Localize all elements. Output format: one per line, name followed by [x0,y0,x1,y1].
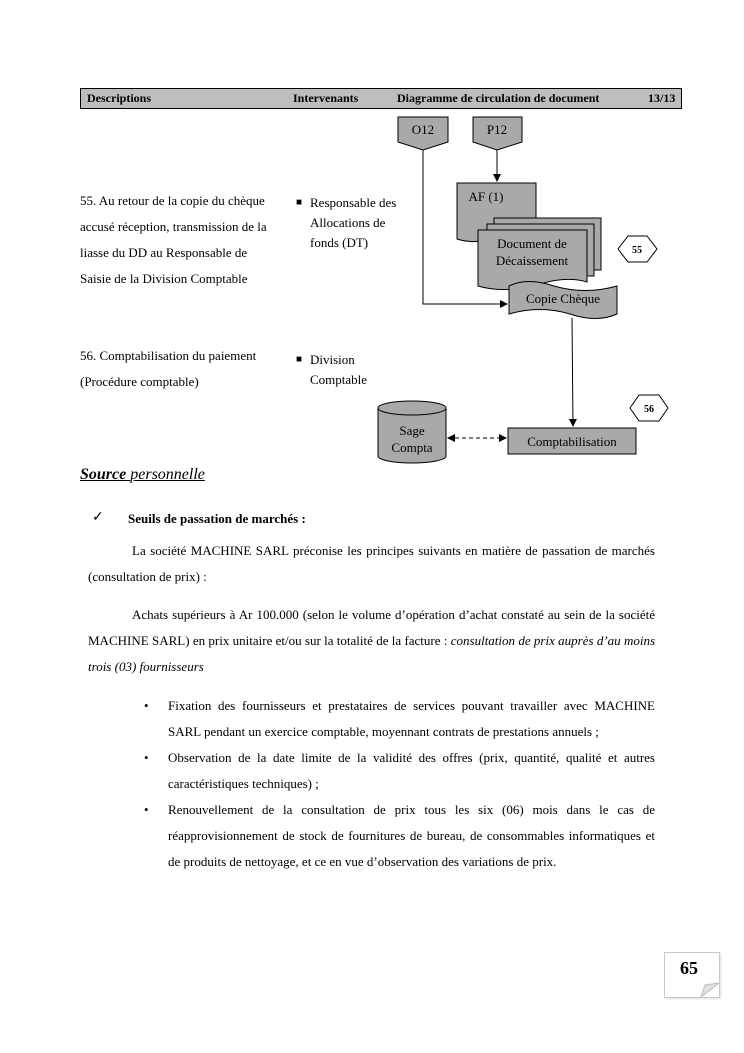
comptabilisation-label: Comptabilisation [527,434,617,449]
header-descriptions: Descriptions [87,91,151,105]
arrow-copie-compta [572,318,573,426]
document-decaissement [478,218,601,290]
source-bold: Source [80,466,127,483]
paragraph-2-plain: Achats supérieurs à Ar 100.000 (selon le volume d’opération d’achat constaté au sein de la société MACHINE SARL) en prix unitaire et/ou sur la totalité de la facture : [88,607,655,648]
doc-line2: Décaissement [495,253,569,268]
sage-compta-database [378,401,446,463]
sage-line1: Sage [399,423,425,438]
list-item-text: Observation de la date limite de la validité des offres (prix, quantité, qualité et autres caractéristiques techniques) ; [168,750,655,791]
list-item-text: Renouvellement de la consultation de prix tous les six (06) mois dans le cas de réapprovisionnement de stock de fournitures de bureau, de consommables informatiques et de produits de nettoyage, et ce en vue d’observation des variations de prix. [168,802,655,869]
check-icon: ✓ [92,510,104,525]
list-item [144,797,655,875]
paragraph-1: La société MACHINE SARL préconise les principes suivants en matière de passation de marchés (consultation de prix) : [88,543,655,584]
copie-cheque-label: Copie Chèque [525,291,601,306]
source-line [80,466,205,484]
badge-56 [630,395,668,421]
page-number: 65 [680,958,698,978]
header-diagramme: Diagramme de circulation de document [397,91,600,105]
badge-55 [618,236,657,262]
step-55-description: 55. Au retour de la copie du chèque accusé réception, transmission de la liasse du DD au Responsable de Saisie de la Division Comptable [80,193,267,286]
flow-diagram [0,0,744,470]
badge-55-label: 55 [632,245,642,256]
o12-label: O12 [411,122,435,137]
section-heading: Seuils de passation de marchés : [128,511,306,526]
step-56-description: 56. Comptabilisation du paiement (Procédure comptable) [80,348,257,389]
header-page-of: 13/13 [648,91,676,105]
paragraph-2-italic: consultation de prix auprès d’au moins trois (03) fournisseurs [88,633,656,674]
list-item [144,693,655,745]
paragraph-2 [88,602,655,680]
copie-cheque [509,282,617,319]
list-item [144,745,655,797]
o12-connector [398,117,448,150]
doc-line1: Document de [497,236,567,251]
step-56-actor-label: Division Comptable [310,352,368,387]
af-label: AF (1) [468,189,504,204]
bullet-dot-icon: • [144,698,149,713]
header-intervenants: Intervenants [293,91,359,105]
source-rest: personnelle [130,466,205,483]
step-55-actor-label: Responsable des Allocations de fonds (DT) [310,195,397,250]
bullet-dot-icon: • [144,802,149,817]
bullet-dot-icon: • [144,750,149,765]
bullet-icon: ■ [296,354,303,365]
bullet-icon: ■ [296,197,303,208]
comptabilisation-box [508,428,636,454]
list-item-text: Fixation des fournisseurs et prestataires de services pouvant travailler avec MACHINE SARL pendant un exercice comptable, moyennant contrats de prestations annuels ; [168,698,655,739]
p12-connector [473,117,522,150]
bullet-list [144,693,655,875]
sage-line2: Compta [391,440,433,455]
p12-label: P12 [486,122,508,137]
badge-56-label: 56 [644,404,654,415]
